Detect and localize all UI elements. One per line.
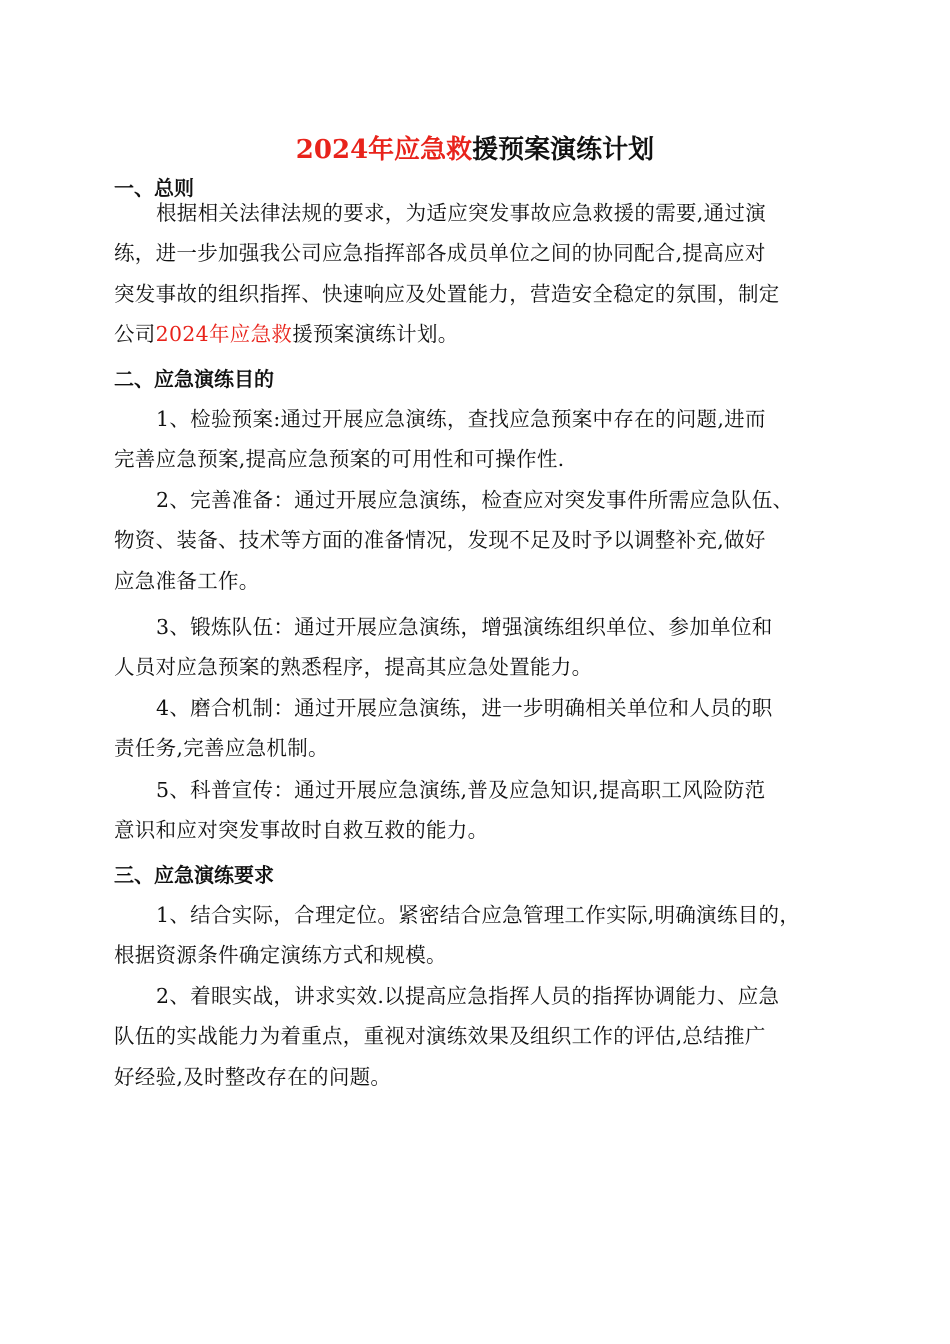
text-line: 1、检验预案:通过开展应急演练，查找应急预案中存在的问题,进而 [156,407,766,431]
purpose-item-2 [114,480,844,601]
section-heading-purpose: 二、应急演练目的 [114,367,274,391]
text-line: 2、完善准备：通过开展应急演练，检查应对突发事件所需应急队伍、 [156,488,794,512]
text-line: 队伍的实战能力为着重点，重视对演练效果及组织工作的评估,总结推广 [114,1024,766,1049]
text-line: 意识和应对突发事故时自救互救的能力。 [114,818,489,843]
requirement-item-1 [114,895,844,976]
text-line: 2、着眼实战，讲求实效.以提高应急指挥人员的指挥协调能力、应急 [156,984,780,1008]
text-line: 应急准备工作。 [114,568,260,593]
text-line: 5、科普宣传：通过开展应急演练,普及应急知识,提高职工风险防范 [156,778,766,802]
text-line: 练，进一步加强我公司应急指挥部各成员单位之间的协同配合,提高应对 [114,241,766,266]
section-heading-requirements: 三、应急演练要求 [114,863,274,887]
text-line: 3、锻炼队伍：通过开展应急演练，增强演练组织单位、参加单位和 [156,615,773,639]
purpose-item-4 [114,688,844,769]
text-line: 人员对应急预案的熟悉程序，提高其应急处置能力。 [114,655,593,680]
highlight-year-text: 2024年应急救 [155,322,293,347]
text-line [114,314,844,354]
text-line: 好经验,及时整改存在的问题。 [114,1064,392,1089]
text-fragment: 援预案演练计划。 [292,322,459,347]
title-red-part: 2024年应急救 [295,135,473,165]
text-line: 根据资源条件确定演练方式和规模。 [114,943,447,968]
section-heading-general: 一、总则 [114,176,194,200]
document-title [0,130,950,170]
text-line: 完善应急预案,提高应急预案的可用性和可操作性. [114,447,565,472]
text-line: 根据相关法律法规的要求，为适应突发事故应急救援的需要,通过演 [156,201,767,225]
requirement-item-2 [114,976,844,1097]
text-line: 1、结合实际，合理定位。紧密结合应急管理工作实际,明确演练目的， [156,903,801,927]
title-black-part: 援预案演练计划 [472,135,655,165]
purpose-item-5 [114,770,844,851]
text-line: 责任务,完善应急机制。 [114,736,329,761]
text-line: 突发事故的组织指挥、快速响应及处置能力，营造安全稳定的氛围，制定 [114,281,780,306]
purpose-item-3 [114,607,844,688]
text-line: 物资、装备、技术等方面的准备情况，发现不足及时予以调整补充,做好 [114,528,766,553]
general-paragraph [114,193,844,355]
purpose-item-1 [114,399,844,480]
text-fragment: 公司 [114,322,156,347]
text-line: 4、磨合机制：通过开展应急演练，进一步明确相关单位和人员的职 [156,696,773,720]
